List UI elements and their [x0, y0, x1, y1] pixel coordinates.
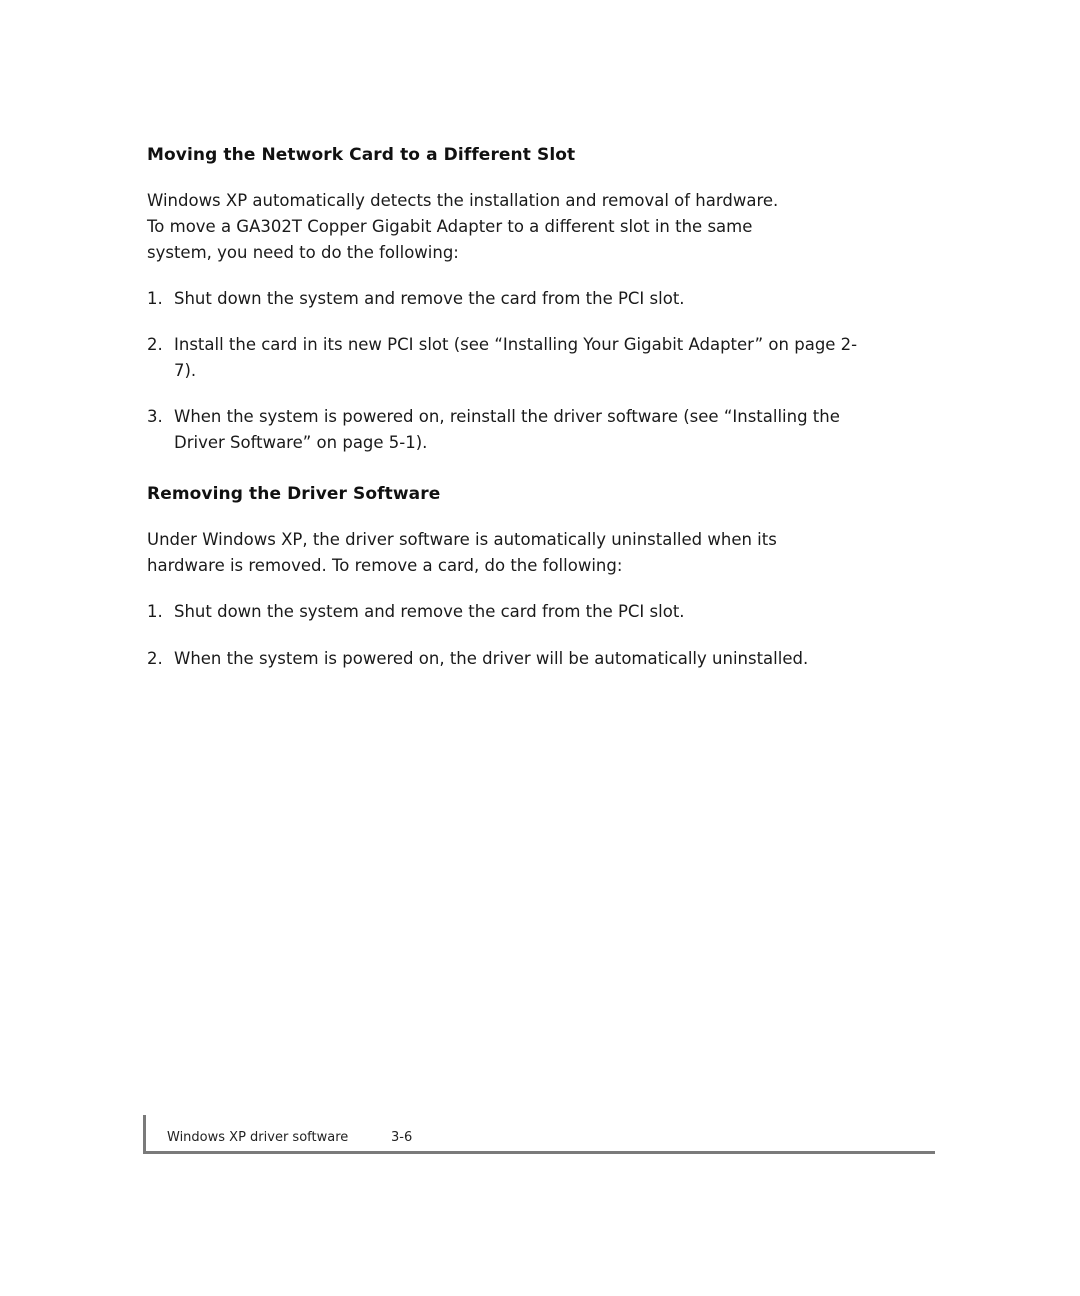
intro-line: system, you need to do the following:	[147, 243, 459, 262]
step-number: 2.	[147, 649, 163, 668]
section-intro-moving-card	[147, 188, 867, 266]
step-text: When the system is powered on, the driver will be automatically uninstalled.	[174, 649, 809, 668]
step-text: Shut down the system and remove the card from the PCI slot.	[174, 602, 685, 621]
step-item	[147, 646, 877, 672]
footer-page-number: 3-6	[391, 1130, 413, 1145]
section-intro-removing-driver	[147, 527, 867, 579]
section-heading-removing-driver: Removing the Driver Software	[147, 484, 441, 504]
section-heading-moving-card: Moving the Network Card to a Different Slot	[147, 145, 576, 165]
intro-line: hardware is removed. To remove a card, do the following:	[147, 556, 623, 575]
step-number: 1.	[147, 602, 163, 621]
footer-vertical-rule	[143, 1115, 146, 1154]
step-item	[147, 286, 877, 312]
footer-horizontal-rule	[143, 1151, 935, 1154]
step-number: 3.	[147, 407, 163, 426]
intro-line: Under Windows XP, the driver software is automatically uninstalled when its	[147, 530, 777, 549]
intro-line: Windows XP automatically detects the installation and removal of hardware.	[147, 191, 779, 210]
step-text: Install the card in its new PCI slot (see “Installing Your Gigabit Adapter” on page 2-7).	[174, 335, 858, 380]
footer-section-label: Windows XP driver software	[167, 1130, 349, 1145]
intro-line: To move a GA302T Copper Gigabit Adapter to a different slot in the same	[147, 217, 753, 236]
step-number: 2.	[147, 335, 163, 354]
step-text: Shut down the system and remove the card from the PCI slot.	[174, 289, 685, 308]
step-number: 1.	[147, 289, 163, 308]
step-item	[147, 599, 877, 625]
step-item	[147, 404, 877, 456]
step-text: When the system is powered on, reinstall the driver software (see “Installing the Driver Software” on page 5-1).	[174, 407, 840, 452]
step-item	[147, 332, 877, 384]
